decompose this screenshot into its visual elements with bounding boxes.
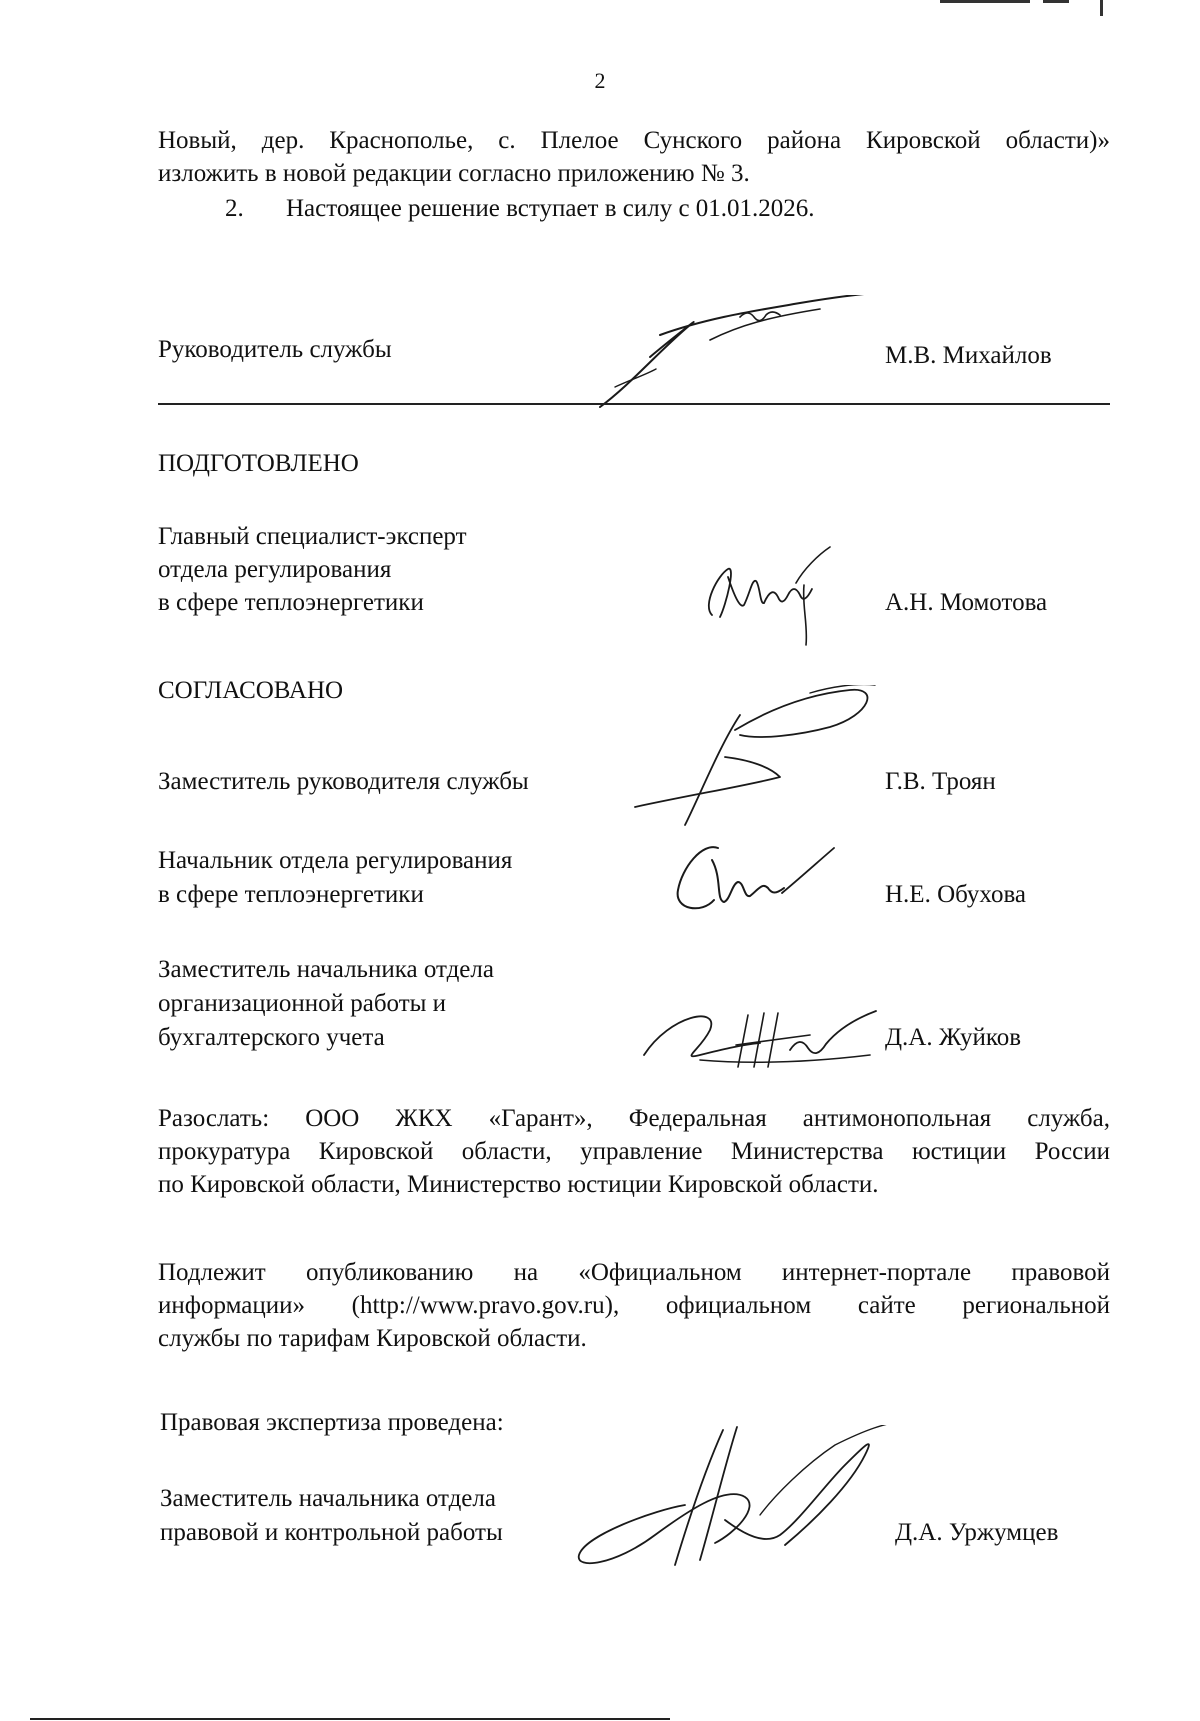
scan-artifact xyxy=(1100,0,1103,16)
intro-line-2: изложить в новой редакции согласно приложению № 3. xyxy=(158,160,750,187)
distribution-line-3: по Кировской области, Министерство юстиции Кировской области. xyxy=(158,1171,879,1198)
item-2-text: Настоящее решение вступает в силу с 01.01.2026. xyxy=(286,195,815,222)
agreed-heading: СОГЛАСОВАНО xyxy=(158,677,344,704)
head-signature xyxy=(590,295,880,415)
prepared-title-line-2: отдела регулирования xyxy=(158,556,392,583)
scan-artifact xyxy=(940,0,1030,3)
head-title: Руководитель службы xyxy=(158,336,392,363)
legal-title-line-1: Заместитель начальника отдела xyxy=(160,1485,496,1512)
head-of-dept-signature xyxy=(672,838,842,918)
prepared-title-line-3: в сфере теплоэнергетики xyxy=(158,589,424,616)
intro-line-1: Новый, дер. Краснополье, с. Плелое Сунского района Кировской области)» xyxy=(158,127,1110,154)
deputy-org-signature xyxy=(640,1005,880,1075)
prepared-signature xyxy=(700,545,840,650)
head-name: М.В. Михайлов xyxy=(885,342,1052,369)
distribution-line-1: Разослать: ООО ЖКХ «Гарант», Федеральная антимонопольная служба, xyxy=(158,1105,1110,1132)
publication-line-3: службы по тарифам Кировской области. xyxy=(158,1325,587,1352)
deputy-head-title: Заместитель руководителя службы xyxy=(158,768,529,795)
prepared-heading: ПОДГОТОВЛЕНО xyxy=(158,450,359,477)
legal-name: Д.А. Уржумцев xyxy=(895,1519,1059,1546)
legal-signature xyxy=(575,1425,915,1575)
distribution-line-2: прокуратура Кировской области, управление Министерства юстиции России xyxy=(158,1138,1110,1165)
bottom-rule xyxy=(30,1718,670,1720)
publication-line-2: информации» (http://www.pravo.gov.ru), официальном сайте региональной xyxy=(158,1292,1110,1319)
deputy-org-title-line-1: Заместитель начальника отдела xyxy=(158,956,494,983)
publication-line-1: Подлежит опубликованию на «Официальном интернет-портале правовой xyxy=(158,1259,1110,1286)
separator-line xyxy=(158,403,1110,405)
deputy-head-name: Г.В. Троян xyxy=(885,768,996,795)
legal-title-line-2: правовой и контрольной работы xyxy=(160,1519,503,1546)
prepared-name: А.Н. Момотова xyxy=(885,589,1048,616)
head-of-dept-title-line-1: Начальник отдела регулирования xyxy=(158,847,513,874)
deputy-head-signature xyxy=(630,685,890,835)
head-of-dept-name: Н.Е. Обухова xyxy=(885,881,1027,908)
legal-review-heading: Правовая экспертиза проведена: xyxy=(160,1409,504,1436)
scan-artifact xyxy=(1043,0,1069,3)
head-of-dept-title-line-2: в сфере теплоэнергетики xyxy=(158,881,424,908)
item-2-number: 2. xyxy=(225,195,244,222)
page-number: 2 xyxy=(594,68,606,93)
deputy-org-name: Д.А. Жуйков xyxy=(885,1024,1022,1051)
deputy-org-title-line-3: бухгалтерского учета xyxy=(158,1024,385,1051)
deputy-org-title-line-2: организационной работы и xyxy=(158,990,447,1017)
prepared-title-line-1: Главный специалист-эксперт xyxy=(158,523,467,550)
